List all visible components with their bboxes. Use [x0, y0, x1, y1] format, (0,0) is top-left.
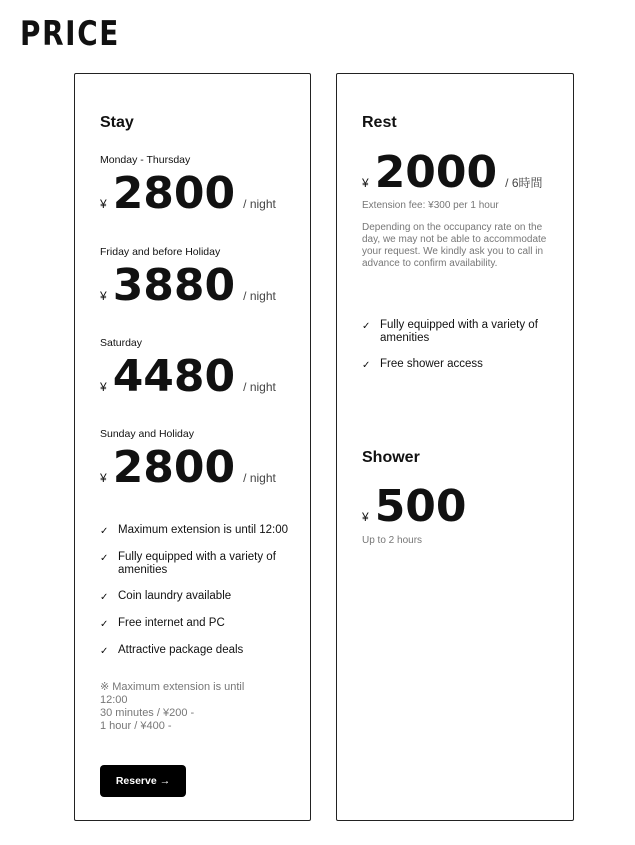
check-icon: ✓: [100, 592, 109, 603]
currency-symbol: ¥: [100, 197, 107, 211]
price-unit: / night: [243, 380, 276, 394]
price-amount: 2800: [112, 442, 236, 493]
rate-label-weekday: Monday - Thursday: [100, 154, 191, 166]
price-amount: 3880: [112, 260, 236, 311]
rest-description: Depending on the occupancy rate on the day, we may not be able to accommodate your request. We kindly ask you to call in advance to confirm availability.: [362, 222, 547, 269]
check-icon: ✓: [100, 619, 109, 630]
shower-note: Up to 2 hours: [362, 535, 423, 546]
price-unit: / 6時間: [505, 176, 543, 190]
list-item: [100, 590, 300, 604]
list-item: [362, 319, 562, 345]
feature-text: Attractive package deals: [118, 644, 244, 656]
list-item: [100, 551, 300, 577]
currency-symbol: ¥: [362, 176, 369, 190]
rate-saturday: [100, 351, 276, 402]
reserve-button[interactable]: [100, 765, 186, 797]
price-unit: / night: [243, 471, 276, 485]
feature-text: Coin laundry available: [118, 590, 232, 602]
shower-title: Shower: [362, 449, 420, 466]
check-icon: ✓: [100, 526, 109, 537]
list-item: [100, 617, 300, 631]
rate-friday: [100, 260, 276, 311]
check-icon: ✓: [100, 553, 109, 564]
note-line: ※ Maximum extension is until 12:00: [100, 681, 245, 706]
rate-label-sunday: Sunday and Holiday: [100, 428, 194, 440]
price-unit: / night: [243, 289, 276, 303]
list-item: [100, 644, 300, 658]
extension-fee: Extension fee: ¥300 per 1 hour: [362, 200, 499, 211]
rest-title: Rest: [362, 114, 397, 131]
note-line: 30 minutes / ¥200 -: [100, 707, 195, 719]
price-amount: 500: [374, 481, 467, 532]
arrow-right-icon: →: [159, 775, 171, 787]
rest-card: [336, 73, 574, 821]
note-line: 1 hour / ¥400 -: [100, 720, 172, 732]
rate-weekday: [100, 168, 276, 219]
price-amount: 4480: [112, 351, 236, 402]
page-title: PRICE: [20, 14, 120, 54]
rate-label-friday: Friday and before Holiday: [100, 246, 221, 258]
feature-text: Fully equipped with a variety of amenities: [118, 551, 276, 576]
stay-title: Stay: [100, 114, 134, 131]
rate-label-saturday: Saturday: [100, 337, 143, 349]
feature-text: Fully equipped with a variety of amenities: [380, 319, 538, 344]
feature-text: Maximum extension is until 12:00: [118, 524, 289, 536]
feature-text: Free shower access: [380, 358, 483, 370]
shower-price: [362, 481, 467, 532]
rest-price: [362, 147, 543, 198]
stay-card: [74, 73, 311, 821]
reserve-label: Reserve: [115, 775, 157, 787]
feature-text: Free internet and PC: [118, 617, 225, 629]
price-unit: / night: [243, 197, 276, 211]
stay-feature-list: [100, 524, 300, 658]
list-item: [100, 524, 300, 538]
currency-symbol: ¥: [100, 471, 107, 485]
list-item: [362, 358, 562, 372]
price-amount: 2000: [374, 147, 498, 198]
currency-symbol: ¥: [362, 510, 369, 524]
rate-sunday: [100, 442, 276, 493]
price-amount: 2800: [112, 168, 236, 219]
extension-note: [100, 681, 270, 733]
check-icon: ✓: [362, 321, 371, 332]
currency-symbol: ¥: [100, 380, 107, 394]
rest-feature-list: [362, 319, 562, 372]
currency-symbol: ¥: [100, 289, 107, 303]
check-icon: ✓: [362, 360, 371, 371]
check-icon: ✓: [100, 646, 109, 657]
